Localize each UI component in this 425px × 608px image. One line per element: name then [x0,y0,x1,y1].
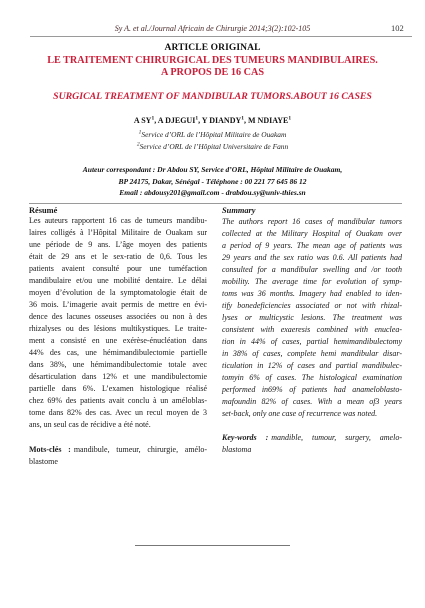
keywords-en-line: blastoma [222,445,252,454]
page-number: 102 [391,23,404,33]
summary-line: tify bonedeficiencies associated or not with rhizal- [222,301,402,310]
affiliation-mark: 1 [195,115,199,122]
author-name: Y DIANDY [201,116,242,125]
resume-line: était de 29 ans et le sex-ratio de 0,6. Tous les [29,252,207,261]
affiliation-mark: 1 [241,115,244,122]
resume-line: ment a consisté en une exérèse-énucléation dans [29,336,207,345]
summary-line: collected at the Military Hospital of Ouakam over [222,229,402,238]
keywords-en-label: Key-words : [222,433,269,442]
resume-line: désarticulation dans 12% et une mandibulectomie [29,372,207,381]
header-rule [30,36,412,37]
resume-line: mandibulaire et/ou une mobilité dentaire. Le délai [29,276,207,285]
summary-line: toms was 36 months. Imagery had enabled to iden- [222,289,402,298]
author-separator: , [244,116,248,125]
running-header: Sy A. et al./Journal Africain de Chirurgie 2014;3(2):102-105 [114,24,311,33]
summary-line: consulted for a mandibular swelling and /or tooth [222,265,402,274]
summary-line: a period of 9 years. The mean age of patients was [222,241,402,250]
author-name: A DJEGUI [157,116,196,125]
resume-line: tome dans 82% des cas. Avec un recul moyen de 3 [29,408,207,417]
resume-line: Les auteurs rapportent 16 cas de tumeurs mandibu- [29,216,207,225]
resume-line: chez 69% des patients avait conclu à un améloblas- [29,396,207,405]
affiliation-line [0,142,425,151]
summary-line: performed in69% of patients had anameloblasto- [222,385,402,394]
summary-heading: Summary [222,206,256,215]
affiliation-mark: 1 [151,115,155,122]
affiliation-mark: 1 [138,129,142,136]
summary-line: mafoundin 82% of cases. With a mean of3 years [222,397,402,406]
resume-line: rhizalyses ou des lésions multikystiques. Le traite- [29,324,207,333]
resume-line: une période de 9 ans. L’âge moyen des patients [29,240,207,249]
affiliation-mark: 2 [136,141,140,148]
summary-line: lyses or multicystic lesions. The treatment was [222,313,402,322]
resume-text [29,215,207,431]
summary-line: mobility. The average time for evolution of symp- [222,277,402,286]
summary-line: The authors report 16 cases of mandibular tumors [222,217,402,226]
affiliation-line [0,130,425,139]
resume-heading: Résumé [29,206,58,215]
resume-line: dans 38%, une hémimandibulectomie totale avec [29,360,207,369]
keywords-en-text: mandible, tumour, surgery, amelo- [271,433,402,442]
footer-rule [135,545,290,546]
keywords-fr-line: blastome [29,457,58,466]
correspondence-line: BP 24175, Dakar, Sénégal - Téléphone : 00 221 77 645 86 12 [118,177,307,186]
summary-line: ticulation in 12% of cases and partial mandibulec- [222,361,402,370]
summary-line: tomyin 6% of cases. The histological examination [222,373,402,382]
resume-line: moyen d’évolution de la symptomatologie était de [29,288,207,297]
summary-line: in 38% of cases, complete hemi mandibular disar- [222,349,402,358]
resume-line: dence des lacunes osseuses associées ou non à des [29,312,207,321]
title-fr-line: A PROPOS DE 16 CAS [160,67,265,78]
summary-line: tion in 44% of cases, partial hemimandibulectomy [222,337,402,346]
summary-text [222,216,402,420]
section-rule [29,203,402,204]
title-en: SURGICAL TREATMENT OF MANDIBULAR TUMORS.ABOUT 16 CASES [53,91,372,102]
affiliation-text: Service d’ORL de l’Hôpital Militaire de Ouakam [141,130,287,139]
affiliation-text: Service d’ORL de l’Hôpital Universitaire de Fann [139,142,289,151]
author-name: M NDIAYE [248,116,289,125]
article-type: ARTICLE ORIGINAL [164,43,261,53]
affiliation-mark: 1 [288,115,292,122]
resume-line: laires colligés à l’Hôpital Militaire de Ouakam sur [29,228,207,237]
resume-line: partielle dans 6%. L’examen histologique réalisé [29,384,207,393]
summary-line: set-back, only one case of recurrence was noted. [222,409,378,418]
resume-line: ans, un seul cas de récidive a été noté. [29,420,151,429]
correspondence-line: Email : abdousy201@gmail.com - drabdou.sy@univ-thies.sn [119,188,306,197]
title-fr-line: LE TRAITEMENT CHIRURGICAL DES TUMEURS MANDIBULAIRES. [47,55,378,66]
author-separator: , [198,116,202,125]
resume-line: 36 mois. L’imagerie avait permis de mettre en évi- [29,300,207,309]
resume-line: 44% des cas, une hémimandibulectomie partielle [29,348,207,357]
keywords-fr-line [29,444,207,456]
keywords-fr [29,444,207,468]
keywords-fr-text: mandibule, tumeur, chirurgie, amélo- [73,445,207,454]
authors-line [0,116,425,125]
keywords-en-line [222,432,402,444]
author-name: A SY [133,116,152,125]
keywords-en [222,432,402,456]
summary-line: consistent with exaeresis combined with enuclea- [222,325,402,334]
summary-line: 29 years and the sex ratio was 0.6. All patients had [222,253,402,262]
resume-line: patients avaient consulté pour une tuméfaction [29,264,207,273]
keywords-fr-label: Mots-clés : [29,445,71,454]
correspondence-line: Auteur correspondant : Dr Abdou SY, Service d’ORL, Hôpital Militaire de Ouakam, [82,165,343,174]
author-separator: , [154,116,158,125]
